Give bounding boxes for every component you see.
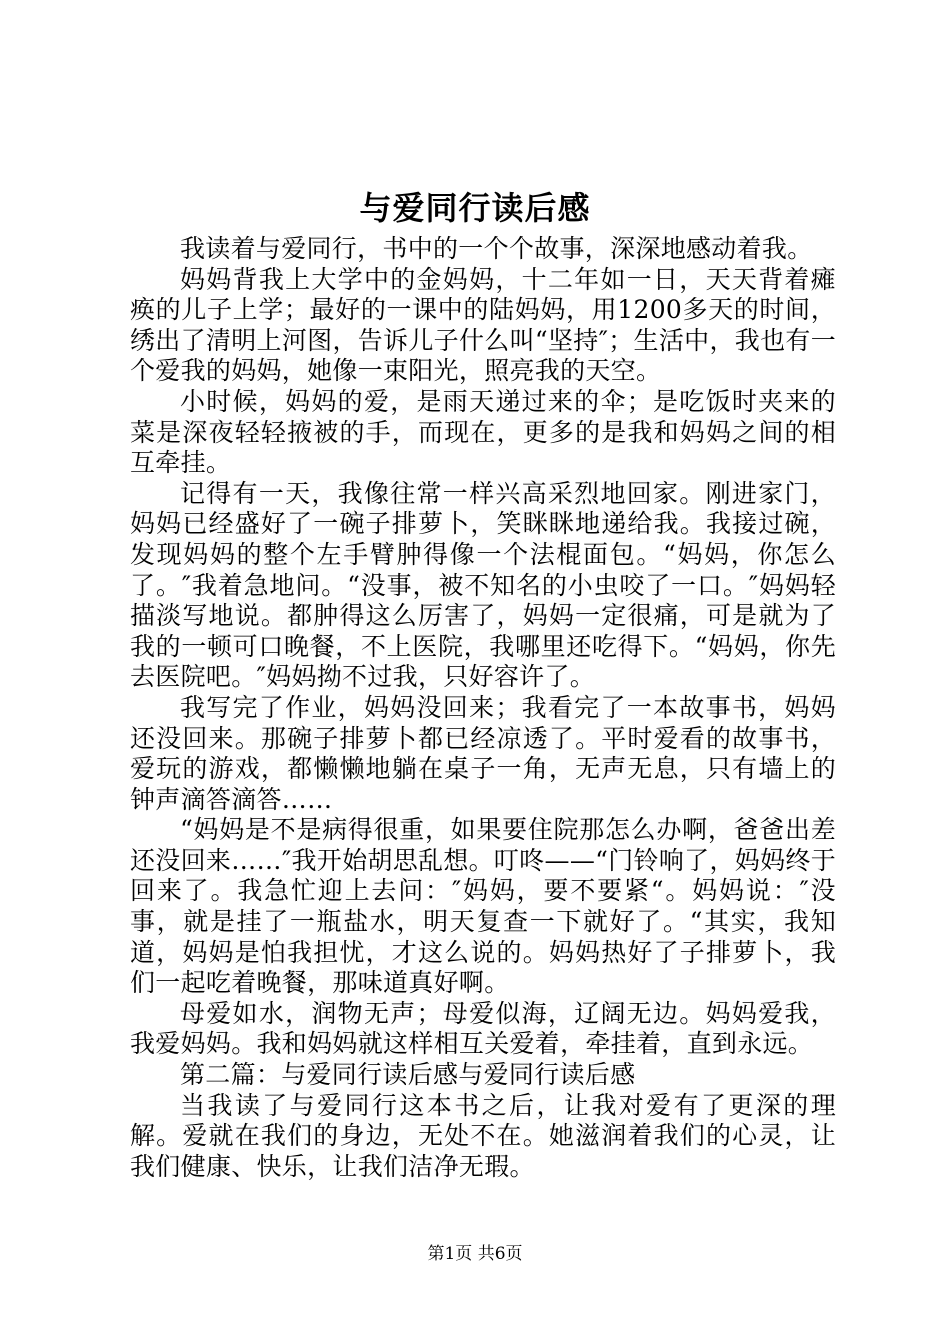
paragraph: 我写完了作业，妈妈没回来；我看完了一本故事书，妈妈还没回来。那碗子排萝卜都已经凉透了。平时爱看的故事书，爱玩的游戏，都懒懒地躺在桌子一角，无声无息，只有墙上的钟声滴答滴答…… [130,692,836,814]
page-number-footer: 第1页 共6页 [427,1244,523,1264]
paragraph: “妈妈是不是病得很重，如果要住院那怎么办啊，爸爸出差还没回来……″我开始胡思乱想。叮咚——“门铃响了，妈妈终于回来了。我急忙迎上去问：″妈妈，要不要紧“。妈妈说：″没事，就是挂了一瓶盐水，明天复查一下就好了。“其实，我知道，妈妈是怕我担忧，才这么说的。妈妈热好了子排萝卜，我们一起吃着晚餐，那味道真好啊。 [130,815,836,998]
paragraph: 我读着与爱同行，书中的一个个故事，深深地感动着我。 [180,234,813,263]
paragraph: 妈妈背我上大学中的金妈妈，十二年如一日，天天背着瘫痪的儿子上学；最好的一课中的陆妈妈，用1200多天的时间，绣出了清明上河图，告诉儿子什么叫“坚持″；生活中，我也有一个爱我的妈妈，她像一束阳光，照亮我的天空。 [130,264,836,386]
paragraph: 小时候，妈妈的爱，是雨天递过来的伞；是吃饭时夹来的菜是深夜轻轻掖被的手，而现在，更多的是我和妈妈之间的相互牵挂。 [130,386,836,478]
document-title: 与爱同行读后感 [359,189,591,227]
paragraph: 母爱如水，润物无声；母爱似海，辽阔无边。妈妈爱我，我爱妈妈。我和妈妈就这样相互关爱着，牵挂着，直到永远。 [130,998,836,1059]
paragraph: 记得有一天，我像往常一样兴高采烈地回家。刚进家门，妈妈已经盛好了一碗子排萝卜，笑眯眯地递给我。我接过碗，发现妈妈的整个左手臂肿得像一个法棍面包。“妈妈，你怎么了。″我着急地问。“没事，被不知名的小虫咬了一口。″妈妈轻描淡写地说。都肿得这么厉害了，妈妈一定很痛，可是就为了我的一顿可口晚餐，不上医院，我哪里还吃得下。“妈妈，你先去医院吧。″妈妈拗不过我，只好容许了。 [130,478,836,692]
document-body [130,234,836,1182]
section-heading-paragraph: 第二篇：与爱同行读后感与爱同行读后感 [180,1060,636,1090]
paragraph: 当我读了与爱同行这本书之后，让我对爱有了更深的理解。爱就在我们的身边，无处不在。她滋润着我们的心灵，让我们健康、快乐，让我们洁净无瑕。 [130,1090,836,1181]
